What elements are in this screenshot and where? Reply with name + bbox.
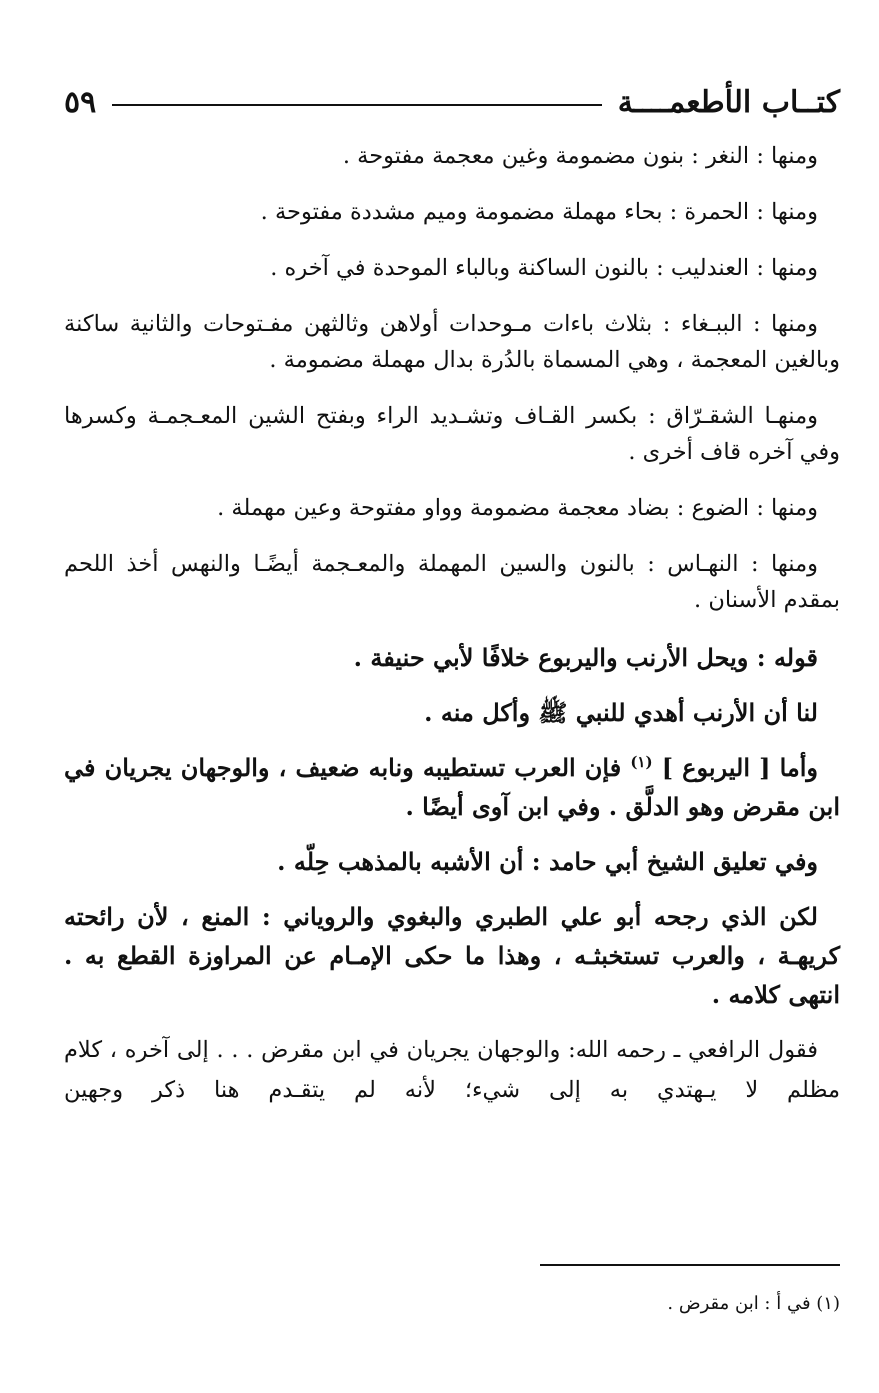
closing-paragraph: فقول الرافعي ـ رحمه الله: والوجهان يجريان في ابن مقرض . . . إلى آخره ، كلام مظلم لا يـهتدي به إلى شيء؛ لأنه لم يتقـدم هنا ذكر وجهين	[64, 1037, 840, 1103]
chapter-title: كتــاب الأطعمــــة	[617, 84, 840, 120]
bold-paragraph: قوله : ويحل الأرنب واليربوع خلافًا لأبي حنيفة .	[353, 643, 818, 672]
footnote: (١) في أ : ابن مقرض .	[667, 1293, 840, 1314]
paragraph: ومنها : الببـغاء : بثلاث باءات مـوحدات أولاهن وثالثهن مفـتوحات والثانية ساكنة وبالغين المعجمة ، وهي المسماة بالدُرة بدال مهملة مضمومة .	[64, 311, 840, 373]
book-page	[64, 80, 840, 1380]
bold-paragraph: لنا أن الأرنب أهدي للنبي ﷺ وأكل منه .	[424, 698, 818, 727]
footnote-reference: (١)	[630, 753, 653, 771]
main-text	[64, 138, 840, 1110]
quoted-commentary	[64, 638, 840, 1014]
bold-text: وأما [ اليربوع ]	[652, 753, 818, 782]
footnote-rule	[540, 1264, 840, 1266]
page-number: ٥٩	[64, 84, 97, 120]
paragraph: ومنها : النهـاس : بالنون والسين المهملة والمعـجمة أيضًـا والنهس أخذ اللحم بمقدم الأسنان .	[64, 551, 840, 613]
paragraph: ومنها : النغر : بنون مضمومة وغين معجمة مفتوحة .	[342, 143, 818, 169]
bold-text: فإن العرب تستطيبه ونابه ضعيف ، والوجهان يجريان في ابن مقرض وهو الدلَّق . وفي ابن آوى أيضًا .	[64, 753, 840, 821]
bold-paragraph	[64, 748, 840, 826]
bold-paragraph: وفي تعليق الشيخ أبي حامد : أن الأشبه بالمذهب حِلّه .	[277, 847, 818, 876]
bold-paragraph: لكن الذي رجحه أبو علي الطبري والبغوي والروياني : المنع ، لأن رائحته كريهـة ، والعرب تستخبثـه ، وهذا ما حكى الإمـام عن المراوزة القطع به . انتهى كلامه .	[64, 902, 840, 1009]
paragraph: ومنها : الحمرة : بحاء مهملة مضمومة وميم مشددة مفتوحة .	[260, 199, 818, 225]
running-header	[64, 80, 840, 124]
header-rule	[112, 104, 601, 106]
paragraph: ومنها : الضوع : بضاد معجمة مضمومة وواو مفتوحة وعين مهملة .	[217, 495, 818, 521]
paragraph: ومنهـا الشقـرّاق : بكسر القـاف وتشـديد الراء وبفتح الشين المعـجمـة وكسرها وفي آخره قاف أخرى .	[64, 403, 840, 465]
paragraph: ومنها : العندليب : بالنون الساكنة وبالباء الموحدة في آخره .	[270, 255, 818, 281]
